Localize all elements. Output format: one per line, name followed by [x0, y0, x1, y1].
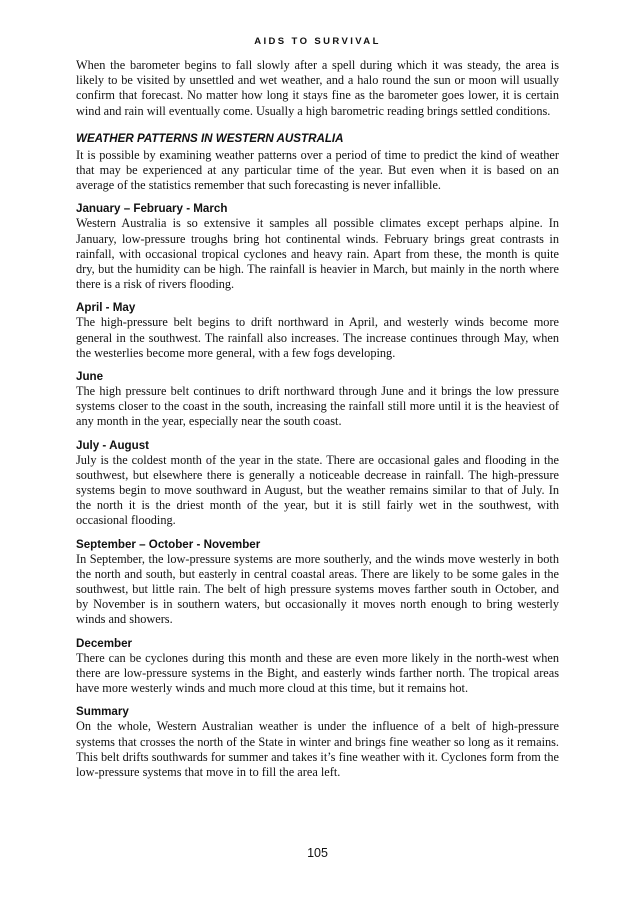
subhead-summary: Summary [76, 705, 129, 719]
subhead-jan-feb-mar: January – February - March [76, 202, 228, 216]
intro-paragraph: When the barometer begins to fall slowly after a spell during which it was steady, the area is likely to be visited by unsettled and wet weather, and a halo round the sun or moon will usually confirm that forecast. No matter how long it stays fine as the barometer goes lower, it is certain wind and rain will eventually come. Usually a high barometric reading brings settled conditions. [76, 58, 559, 118]
subhead-apr-may: April - May [76, 301, 136, 315]
paragraph-december: There can be cyclones during this month and these are even more likely in the north-west when there are low-pressure systems in the Bight, and easterly winds farther north. The tropical areas have more westerly winds and much more cloud at this time, but it remains hot. [76, 650, 559, 696]
paragraph-jan-feb-mar: Western Australia is so extensive it samples all possible climates except perhaps alpine. In January, low-pressure troughs bring hot continental winds. February brings great contrasts in rainfall, with occasional tropical cyclones and heavy rain. Apart from these, the month is quite dry, but the humidity can be high. The rainfall is heavier in March, but mainly in the north where there is a risk of rivers flooding. [76, 216, 559, 292]
paragraph-jul-aug: July is the coldest month of the year in the state. There are occasional gales and flooding in the southwest, but elsewhere there is generally a noticeable decrease in rainfall. The high-pressure systems begin to move southward in August, but the weather remains similar to that of July. In the north it is the driest month of the year, but it is still fairly wet in the southwest, with occasional flooding. [76, 452, 559, 528]
section-intro-paragraph: It is possible by examining weather patterns over a period of time to predict the kind of weather that may be experienced at any particular time of the year. But even when it is based on an average of the statistics remember that such forecasting is never infallible. [76, 147, 559, 193]
paragraph-apr-may: The high-pressure belt begins to drift northward in April, and westerly winds become more general in the southwest. The rainfall also increases. The increase continues through May, when the westerlies become more general, with a few fogs developing. [76, 315, 559, 360]
paragraph-sep-oct-nov: In September, the low-pressure systems are more southerly, and the winds move westerly in both the north and south, but easterly in central coastal areas. There are likely to be some gales in the southwest, but little rain. The belt of high pressure systems moves farther south in October, and by November is in southern waters, but occasionally it moves north enough to bring westerly winds and showers. [76, 551, 559, 627]
running-head: AIDS TO SURVIVAL [254, 36, 381, 47]
page-number: 105 [307, 846, 328, 860]
section-title: WEATHER PATTERNS IN WESTERN AUSTRALIA [76, 131, 344, 145]
subhead-june: June [76, 370, 104, 384]
subhead-sep-oct-nov: September – October - November [76, 537, 261, 551]
paragraph-june: The high pressure belt continues to drift northward through June and it brings the low pressure systems closer to the coast in the south, increasing the rainfall still more until it is the heaviest of any month in the year, especially near the south coast. [76, 384, 559, 429]
subhead-jul-aug: July - August [76, 438, 149, 452]
subhead-december: December [76, 636, 133, 650]
paragraph-summary: On the whole, Western Australian weather is under the influence of a belt of high-pressure systems that crosses the north of the State in winter and brings fine weather so long as it remains. This belt drifts southwards for summer and takes it’s fine weather with it. Cyclones form from the low-pressure systems that move in to fill the area left. [76, 719, 559, 779]
page-content [76, 36, 559, 780]
